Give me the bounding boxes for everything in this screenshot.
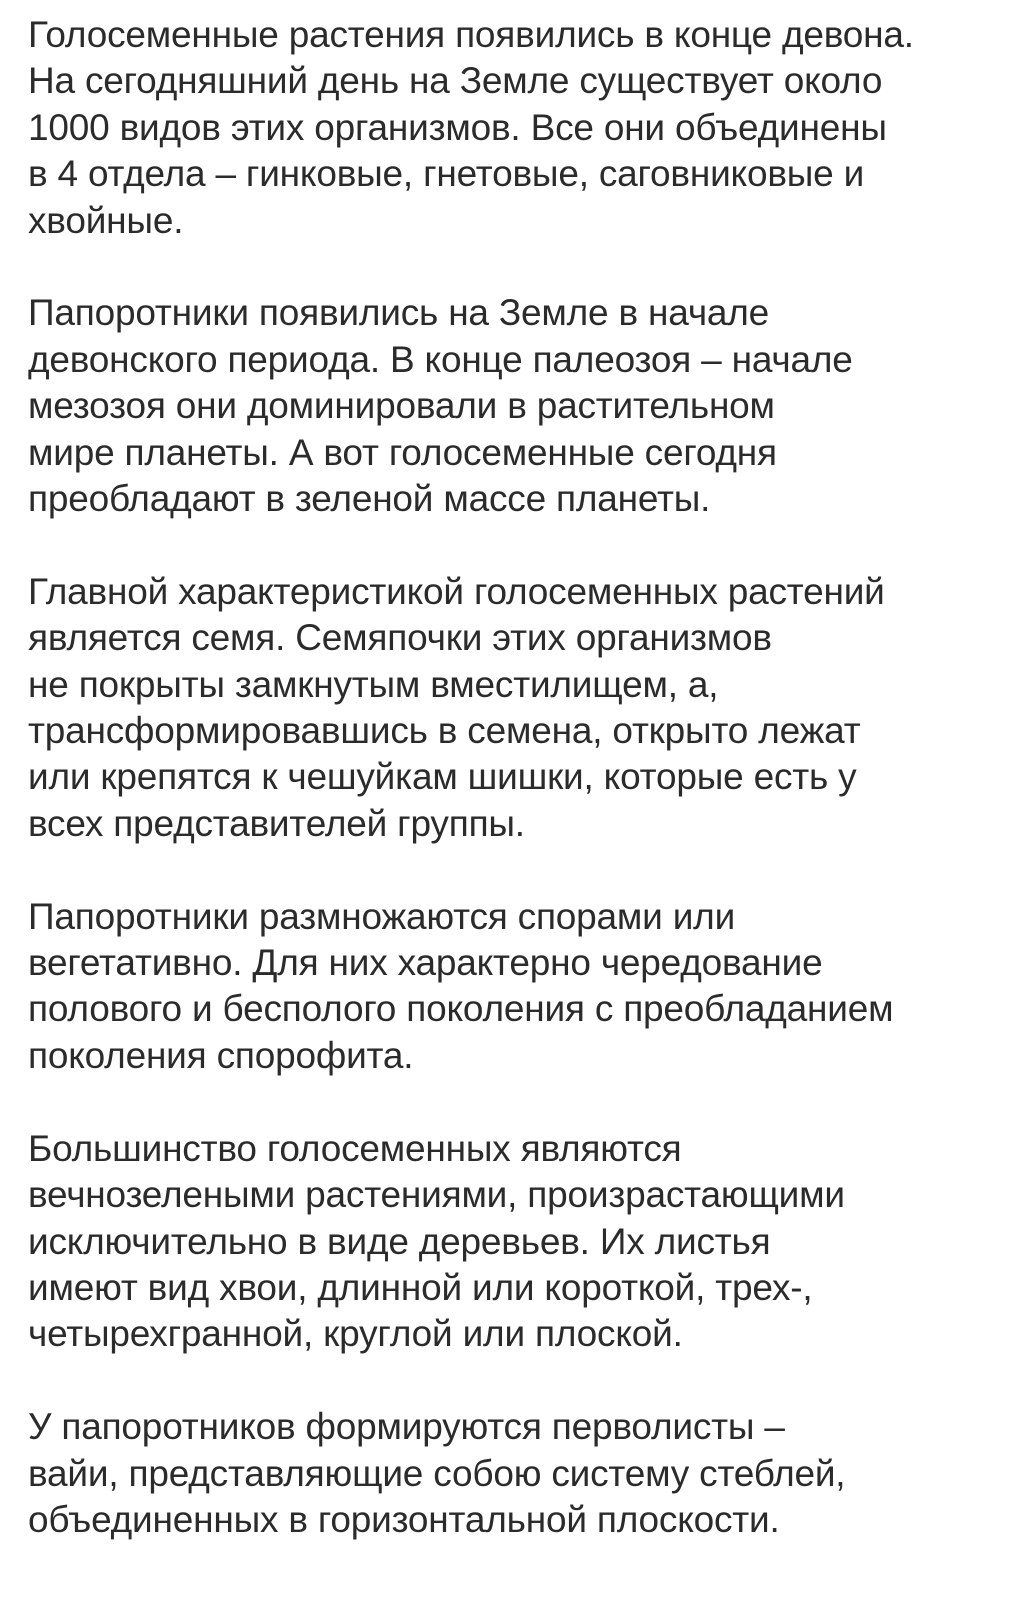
text-line: Папоротники размножаются спорами или — [28, 895, 736, 937]
text-line: Главной характеристикой голосеменных растений — [28, 570, 885, 612]
text-line: Голосеменные растения появились в конце девона. — [28, 14, 914, 55]
text-line: мезозоя они доминировали в растительном — [28, 385, 775, 427]
text-line: вайи, представляющие собою систему стеблей, — [28, 1452, 846, 1494]
text-line: является семя. Семяпочки этих организмов — [28, 617, 772, 659]
text-line: исключительно в виде деревьев. Их листья — [28, 1220, 771, 1262]
paragraph-ferns-fronds — [28, 1404, 1028, 1543]
text-line: мире планеты. А вот голосеменные сегодня — [28, 431, 777, 473]
text-line: хвойные. — [28, 199, 184, 241]
text-line: имеют вид хвои, длинной или короткой, трех-, — [28, 1266, 813, 1308]
text-line: вечнозелеными растениями, произрастающими — [28, 1174, 845, 1216]
paragraph-gymnosperms-leaves — [28, 1126, 1028, 1358]
paragraph-ferns-reproduction — [28, 894, 1028, 1080]
text-line: в 4 отдела – гинковые, гнетовые, саговниковые и — [28, 153, 865, 195]
text-line: или крепятся к чешуйкам шишки, которые есть у — [28, 756, 857, 798]
text-line: всех представителей группы. — [28, 802, 525, 844]
text-line: У папоротников формируются перволисты – — [28, 1406, 785, 1448]
text-line: На сегодняшний день на Земле существует около — [28, 60, 883, 102]
text-line: вегетативно. Для них характерно чередование — [28, 942, 823, 984]
article-text — [28, 12, 1028, 1590]
text-line: объединенных в горизонтальной плоскости. — [28, 1498, 780, 1540]
text-line: трансформировавшись в семена, открыто лежат — [28, 710, 861, 752]
text-line: 1000 видов этих организмов. Все они объединены — [28, 106, 887, 148]
paragraph-gymnosperms-origin — [28, 12, 1028, 244]
text-line: четырехгранной, круглой или плоской. — [28, 1313, 683, 1355]
text-line: полового и бесполого поколения с преобладанием — [28, 988, 894, 1030]
text-line: поколения спорофита. — [28, 1034, 414, 1076]
text-line: девонского периода. В конце палеозоя – начале — [28, 338, 853, 380]
text-line: преобладают в зеленой массе планеты. — [28, 478, 711, 520]
paragraph-ferns-origin — [28, 290, 1028, 522]
text-line: Папоротники появились на Земле в начале — [28, 292, 770, 334]
text-line: Большинство голосеменных являются — [28, 1127, 682, 1169]
text-line: не покрыты замкнутым вместилищем, а, — [28, 663, 719, 705]
paragraph-gymnosperms-seed — [28, 569, 1028, 847]
